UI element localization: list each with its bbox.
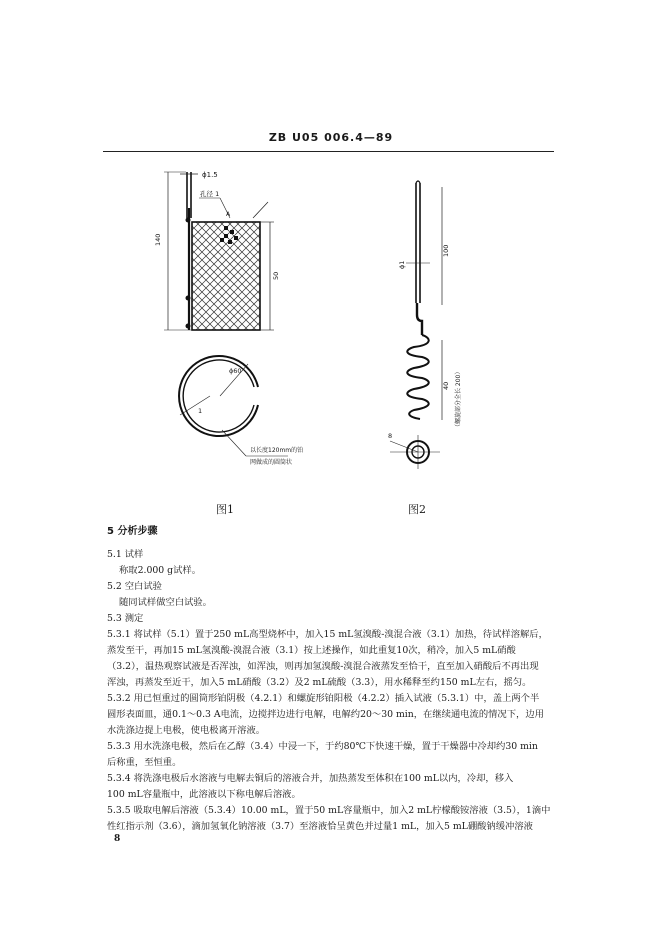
figure1-note-line1: 以长度120mm的铂	[250, 447, 304, 454]
subsection-title: 5.1 试样	[107, 549, 144, 560]
paragraph-line: 5.3.4 将洗涤电极后水溶液与电解去铜后的溶液合并，加热蒸发至体积在100 mL以内，冷却，移入	[107, 773, 514, 784]
hole-marker: A	[226, 211, 231, 218]
paragraph-line: 水洗涤边提上电极，使电极离开溶液。	[107, 725, 266, 736]
dim-mesh-height	[260, 222, 280, 330]
hole-label: 孔径 1	[200, 190, 220, 198]
paragraph-line: 后称重，至恒重。	[107, 757, 182, 768]
figure1-note-line2: 网做成的圆筒状	[250, 459, 293, 466]
svg-text:ϕ60: ϕ60	[229, 367, 242, 375]
anode-spiral-plan	[388, 432, 440, 469]
paragraph-line: 5.3.1 将试样（5.1）置于250 mL高型烧杯中，加入15 mL氢溴酸-溴混合液（3.1）加热，待试样溶解后，	[107, 629, 548, 640]
paragraph-line: 随同试样做空白试验。	[119, 597, 212, 608]
anode-dim-stem	[442, 187, 450, 305]
paragraph-line: 5.3.3 用水洗涤电极，然后在乙醇（3.4）中浸一下，于约80℃下快速干燥，置于干燥器中冷却约30 min	[107, 741, 538, 752]
svg-text:50: 50	[272, 271, 280, 280]
anode-dim-spiral	[442, 340, 450, 420]
paragraph-line: 浑浊，再蒸发至近干，加入5 mL硝酸（3.2）及2 mL硫酸（3.3），用水稀释至约150 mL左右，摇匀。	[107, 677, 532, 688]
section-heading: 5 分析步骤	[107, 526, 158, 537]
paragraph-line: 蒸发至干，再加15 mL氢溴酸-溴混合液（3.1）按上述操作，如此重复10次，稍冷，加入5 mL硝酸	[107, 645, 516, 656]
paragraph-line: 5.3.5 吸取电解后溶液（5.3.4）10.00 mL，置于50 mL容量瓶中，加入2 mL柠檬酸铵溶液（3.5），1滴中	[107, 805, 551, 816]
anode-spiral-coil	[407, 335, 428, 419]
cathode-stem	[187, 172, 191, 330]
svg-text:140: 140	[154, 233, 162, 246]
mesh-edge-dim	[253, 202, 268, 218]
figure-2-caption: 图2	[408, 503, 426, 516]
page-number: 8	[114, 834, 121, 844]
paragraph-line: 称取2.000 g试样。	[119, 565, 202, 576]
svg-text:40: 40	[442, 381, 450, 390]
paragraph-line: 5.3.2 用已恒重过的圆筒形铂阴极（4.2.1）和螺旋形铂阳极（4.2.2）插入试液（5.3.1）中，盖上两个半	[107, 693, 540, 704]
header-rule	[103, 151, 554, 152]
svg-text:1: 1	[198, 407, 203, 415]
rivet	[186, 218, 191, 223]
document-code: ZB U05 006.4—89	[268, 131, 394, 144]
anode-stem	[416, 181, 420, 303]
paragraph-line: 100 mL容量瓶中，此溶液以下称电解后溶液。	[107, 789, 301, 800]
svg-text:ϕ1.5: ϕ1.5	[202, 171, 218, 179]
platinum-mesh-cylinder	[192, 222, 260, 330]
rivet	[186, 296, 191, 301]
figure-2-drawing	[380, 175, 480, 475]
paragraph-line: 圆形表面皿，通0.1～0.3 A电流，边搅拌边进行电解，电解约20～30 min，在继续通电流的情况下，边用	[107, 709, 544, 720]
cathode-ring-plan	[179, 356, 258, 436]
svg-text:100: 100	[442, 244, 450, 257]
anode-spiral-note: （螺旋部分全长 200）	[455, 368, 462, 430]
figure-1-caption: 图1	[216, 503, 234, 516]
figure-1-drawing	[150, 160, 304, 500]
svg-text:8: 8	[388, 432, 393, 440]
subsection-title: 5.2 空白试验	[107, 581, 162, 592]
paragraph-line: （3.2），温热观察试液是否浑浊，如浑浊，则再加氢溴酸-溴混合液蒸发至恰干，直至加入硝酸后不再出现	[107, 661, 539, 672]
rivet	[186, 324, 191, 329]
paragraph-line: 性红指示剂（3.6），滴加氢氧化钠溶液（3.7）至溶液恰呈黄色并过量1 mL，加入5 mL硼酸钠缓冲溶液	[107, 821, 533, 832]
subsection-title: 5.3 测定	[107, 613, 144, 624]
anode-bend	[417, 303, 422, 335]
anode-dim-wire: ϕ1	[398, 260, 406, 269]
